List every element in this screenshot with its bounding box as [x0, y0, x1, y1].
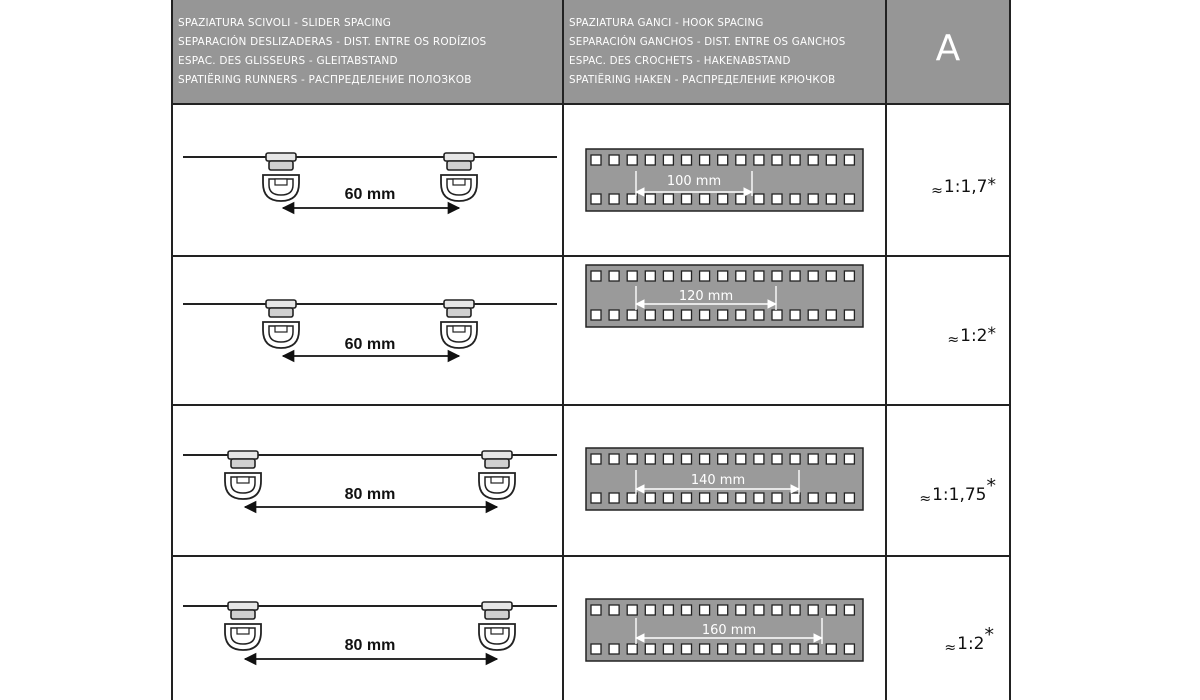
table-grid	[172, 0, 1010, 700]
tape-hole	[591, 194, 601, 204]
tape-hole	[772, 454, 782, 464]
runner-left	[263, 300, 299, 348]
tape-hole	[736, 644, 746, 654]
approx-symbol: ≈	[947, 332, 960, 348]
hook-tape-row-3	[586, 448, 863, 510]
tape-hole	[754, 454, 764, 464]
tape-hole	[609, 605, 619, 615]
tape-hole	[718, 644, 728, 654]
runner-right	[479, 451, 515, 499]
tape-hole	[663, 605, 673, 615]
tape-hole	[790, 644, 800, 654]
tape-hole	[844, 194, 854, 204]
tape-hole	[682, 454, 692, 464]
tape-hole	[844, 155, 854, 165]
hook-tape-row-1	[586, 149, 863, 211]
tape-hole	[627, 454, 637, 464]
tape-hole	[808, 194, 818, 204]
tape-hole	[718, 310, 728, 320]
tape-hole	[663, 194, 673, 204]
tape-hole	[645, 605, 655, 615]
ratio-value: 1:2	[957, 634, 985, 654]
header-slider-line: ESPAC. DES GLISSEURS - GLEITABSTAND	[178, 55, 398, 67]
tape-hole	[736, 155, 746, 165]
tape-hole	[772, 271, 782, 281]
tape-hole	[609, 155, 619, 165]
tape-hole	[591, 454, 601, 464]
tape-hole	[808, 454, 818, 464]
tape-hole	[700, 454, 710, 464]
header-ratio-letter: A	[935, 28, 961, 69]
tape-hole	[826, 493, 836, 503]
tape-hole	[609, 271, 619, 281]
tape-hole	[844, 493, 854, 503]
tape-hole	[609, 644, 619, 654]
tape-hole	[682, 155, 692, 165]
tape-hole	[826, 605, 836, 615]
tape-hole	[627, 644, 637, 654]
ratio-asterisk: *	[986, 475, 996, 497]
tape-hole	[609, 493, 619, 503]
tape-hole	[772, 194, 782, 204]
ratio-value: 1:1,7	[943, 177, 988, 197]
tape-hole	[736, 493, 746, 503]
header-slider-line: SPATIËRING RUNNERS - РАСПРЕДЕЛЕНИЕ ПОЛОЗКОВ	[178, 74, 472, 86]
tape-hole	[844, 605, 854, 615]
tape-hole	[826, 310, 836, 320]
slider-spacing-label: 60 mm	[344, 186, 396, 203]
runner-right	[441, 153, 477, 201]
runner-left	[225, 451, 261, 499]
tape-hole	[844, 310, 854, 320]
tape-hole	[772, 644, 782, 654]
tape-hole	[663, 271, 673, 281]
tape-hole	[790, 310, 800, 320]
header-slider-line: SPAZIATURA SCIVOLI - SLIDER SPACING	[178, 17, 392, 29]
tape-hole	[591, 310, 601, 320]
tape-hole	[808, 310, 818, 320]
tape-hole	[718, 605, 728, 615]
tape-hole	[591, 605, 601, 615]
tape-hole	[754, 493, 764, 503]
tape-hole	[700, 155, 710, 165]
tape-hole	[826, 194, 836, 204]
slider-spacing-label: 80 mm	[344, 486, 396, 503]
tape-hole	[627, 155, 637, 165]
tape-hole	[808, 605, 818, 615]
tape-hole	[700, 605, 710, 615]
tape-hole	[754, 644, 764, 654]
tape-hole	[844, 271, 854, 281]
tape-hole	[645, 644, 655, 654]
tape-hole	[663, 493, 673, 503]
tape-hole	[808, 644, 818, 654]
tape-hole	[609, 454, 619, 464]
tape-hole	[645, 310, 655, 320]
tape-hole	[808, 155, 818, 165]
tape-hole	[682, 271, 692, 281]
approx-symbol: ≈	[931, 183, 943, 199]
tape-hole	[790, 194, 800, 204]
runner-right	[441, 300, 477, 348]
tape-hole	[591, 644, 601, 654]
tape-hole	[645, 271, 655, 281]
tape-hole	[772, 493, 782, 503]
tape-hole	[790, 605, 800, 615]
ratio-asterisk: *	[987, 324, 996, 344]
tape-hole	[826, 454, 836, 464]
tape-hole	[790, 155, 800, 165]
slider-spacing-label: 60 mm	[344, 336, 396, 353]
tape-hole	[772, 310, 782, 320]
slider-drawing-row-3	[183, 451, 557, 507]
tape-hole	[700, 644, 710, 654]
ratio-value: 1:1,75	[932, 485, 987, 505]
ratio-asterisk: *	[984, 624, 994, 646]
tape-hole	[682, 644, 692, 654]
tape-hole	[790, 271, 800, 281]
tape-hole	[826, 155, 836, 165]
tape-hole	[790, 454, 800, 464]
tape-hole	[718, 493, 728, 503]
tape-hole	[718, 194, 728, 204]
tape-hole	[682, 493, 692, 503]
tape-hole	[663, 310, 673, 320]
tape-hole	[754, 605, 764, 615]
tape-hole	[645, 493, 655, 503]
tape-hole	[700, 271, 710, 281]
hook-spacing-label: 160 mm	[701, 623, 757, 638]
header-hook-line: SPAZIATURA GANCI - HOOK SPACING	[569, 17, 764, 29]
tape-hole	[645, 454, 655, 464]
tape-hole	[627, 310, 637, 320]
tape-hole	[826, 271, 836, 281]
header-hook-line: SEPARACIÓN GANCHOS - DIST. ENTRE OS GANCHOS	[569, 36, 846, 48]
tape-hole	[682, 310, 692, 320]
tape-hole	[844, 454, 854, 464]
approx-symbol: ≈	[919, 491, 932, 507]
tape-hole	[718, 454, 728, 464]
tape-hole	[609, 194, 619, 204]
hook-spacing-label: 140 mm	[690, 473, 746, 488]
tape-hole	[772, 605, 782, 615]
slider-drawing-row-1	[183, 153, 557, 208]
tape-hole	[627, 271, 637, 281]
tape-hole	[736, 194, 746, 204]
ratio-value: 1:2	[960, 326, 988, 346]
tape-hole	[663, 454, 673, 464]
header-hook-line: SPATIËRING HAKEN - РАСПРЕДЕЛЕНИЕ КРЮЧКОВ	[569, 74, 836, 86]
tape-hole	[663, 644, 673, 654]
tape-hole	[736, 454, 746, 464]
header-hook-line: ESPAC. DES CROCHETS - HAKENABSTAND	[569, 55, 791, 67]
slider-drawing-row-4	[183, 602, 557, 659]
tape-hole	[808, 271, 818, 281]
hook-spacing-label: 100 mm	[666, 174, 722, 189]
tape-hole	[736, 271, 746, 281]
tape-hole	[772, 155, 782, 165]
tape-hole	[718, 155, 728, 165]
tape-hole	[718, 271, 728, 281]
tape-hole	[645, 194, 655, 204]
tape-hole	[736, 310, 746, 320]
approx-symbol: ≈	[944, 640, 957, 656]
tape-hole	[591, 493, 601, 503]
tape-hole	[700, 310, 710, 320]
tape-hole	[826, 644, 836, 654]
tape-hole	[682, 194, 692, 204]
tape-hole	[844, 644, 854, 654]
tape-hole	[736, 605, 746, 615]
tape-hole	[591, 271, 601, 281]
tape-hole	[700, 493, 710, 503]
tape-hole	[754, 271, 764, 281]
runner-left	[225, 602, 261, 650]
tape-hole	[591, 155, 601, 165]
tape-hole	[627, 605, 637, 615]
tape-hole	[808, 493, 818, 503]
hook-tape-row-4	[586, 599, 863, 661]
tape-hole	[754, 194, 764, 204]
header-slider-line: SEPARACIÓN DESLIZADERAS - DIST. ENTRE OS RODÍZIOS	[178, 36, 487, 48]
tape-hole	[663, 155, 673, 165]
tape-hole	[754, 310, 764, 320]
slider-spacing-label: 80 mm	[344, 637, 396, 654]
runner-right	[479, 602, 515, 650]
tape-hole	[700, 194, 710, 204]
tape-hole	[609, 310, 619, 320]
tape-hole	[754, 155, 764, 165]
tape-hole	[645, 155, 655, 165]
tape-hole	[682, 605, 692, 615]
slider-drawing-row-2	[183, 300, 557, 356]
runner-left	[263, 153, 299, 201]
hook-spacing-label: 120 mm	[678, 289, 734, 304]
ratio-asterisk: *	[987, 175, 996, 195]
hook-tape-row-2	[586, 265, 863, 327]
